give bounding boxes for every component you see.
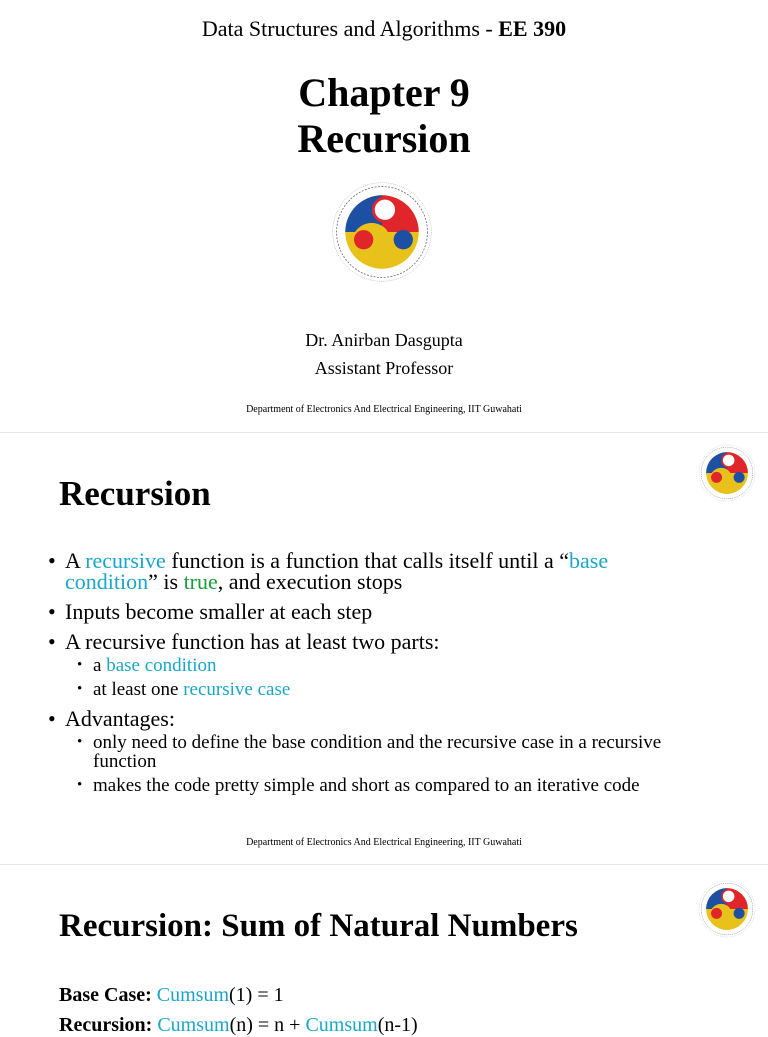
chapter-title: Recursion: [297, 116, 471, 161]
author-block: [0, 326, 768, 382]
list-item: • Advantages: • only need to define the base condition and the recursive case in a recursive function • makes the code pretty simple and short as compared to an iterative code: [48, 708, 688, 795]
base-case-line: Base Case: Cumsum(1) = 1: [59, 984, 284, 1006]
course-code: EE 390: [498, 16, 567, 41]
course-title: Data Structures and Algorithms - EE 390: [201, 16, 567, 41]
title-slide: [0, 0, 768, 432]
chapter-number: Chapter 9: [298, 70, 470, 115]
iitg-logo-icon: [694, 440, 760, 506]
slide-title: Recursion: [59, 474, 211, 513]
iitg-logo-icon: [324, 174, 440, 290]
department-footer: Department of Electronics And Electrical Engineering, IIT Guwahati: [246, 837, 522, 848]
chapter-heading: [0, 70, 768, 162]
sub-list: [77, 733, 688, 795]
author-name: Dr. Anirban Dasgupta: [305, 330, 463, 350]
sum-natural-numbers-slide: [0, 864, 768, 1036]
bullet-list: [48, 550, 688, 804]
iitg-logo-icon: [694, 876, 760, 942]
sub-list: [77, 656, 688, 699]
recursion-line: Recursion: Cumsum(n) = n + Cumsum(n-1): [59, 1014, 418, 1036]
list-item: • only need to define the base condition and the recursive case in a recursive function: [77, 733, 688, 771]
list-item: • at least one recursive case: [77, 680, 688, 699]
list-item: • A recursive function is a function that calls itself until a “base condition” is true, and execution stops: [48, 550, 688, 592]
list-item: • a base condition: [77, 656, 688, 675]
author-role: Assistant Professor: [314, 358, 454, 378]
list-item: • A recursive function has at least two parts: • a base condition • at least one recursive case: [48, 631, 688, 699]
recursion-slide: [0, 432, 768, 864]
list-item: • makes the code pretty simple and short as compared to an iterative code: [77, 776, 688, 795]
list-item: • Inputs become smaller at each step: [48, 601, 688, 622]
slide-title: Recursion: Sum of Natural Numbers: [59, 908, 578, 944]
department-footer: Department of Electronics And Electrical Engineering, IIT Guwahati: [246, 404, 522, 415]
